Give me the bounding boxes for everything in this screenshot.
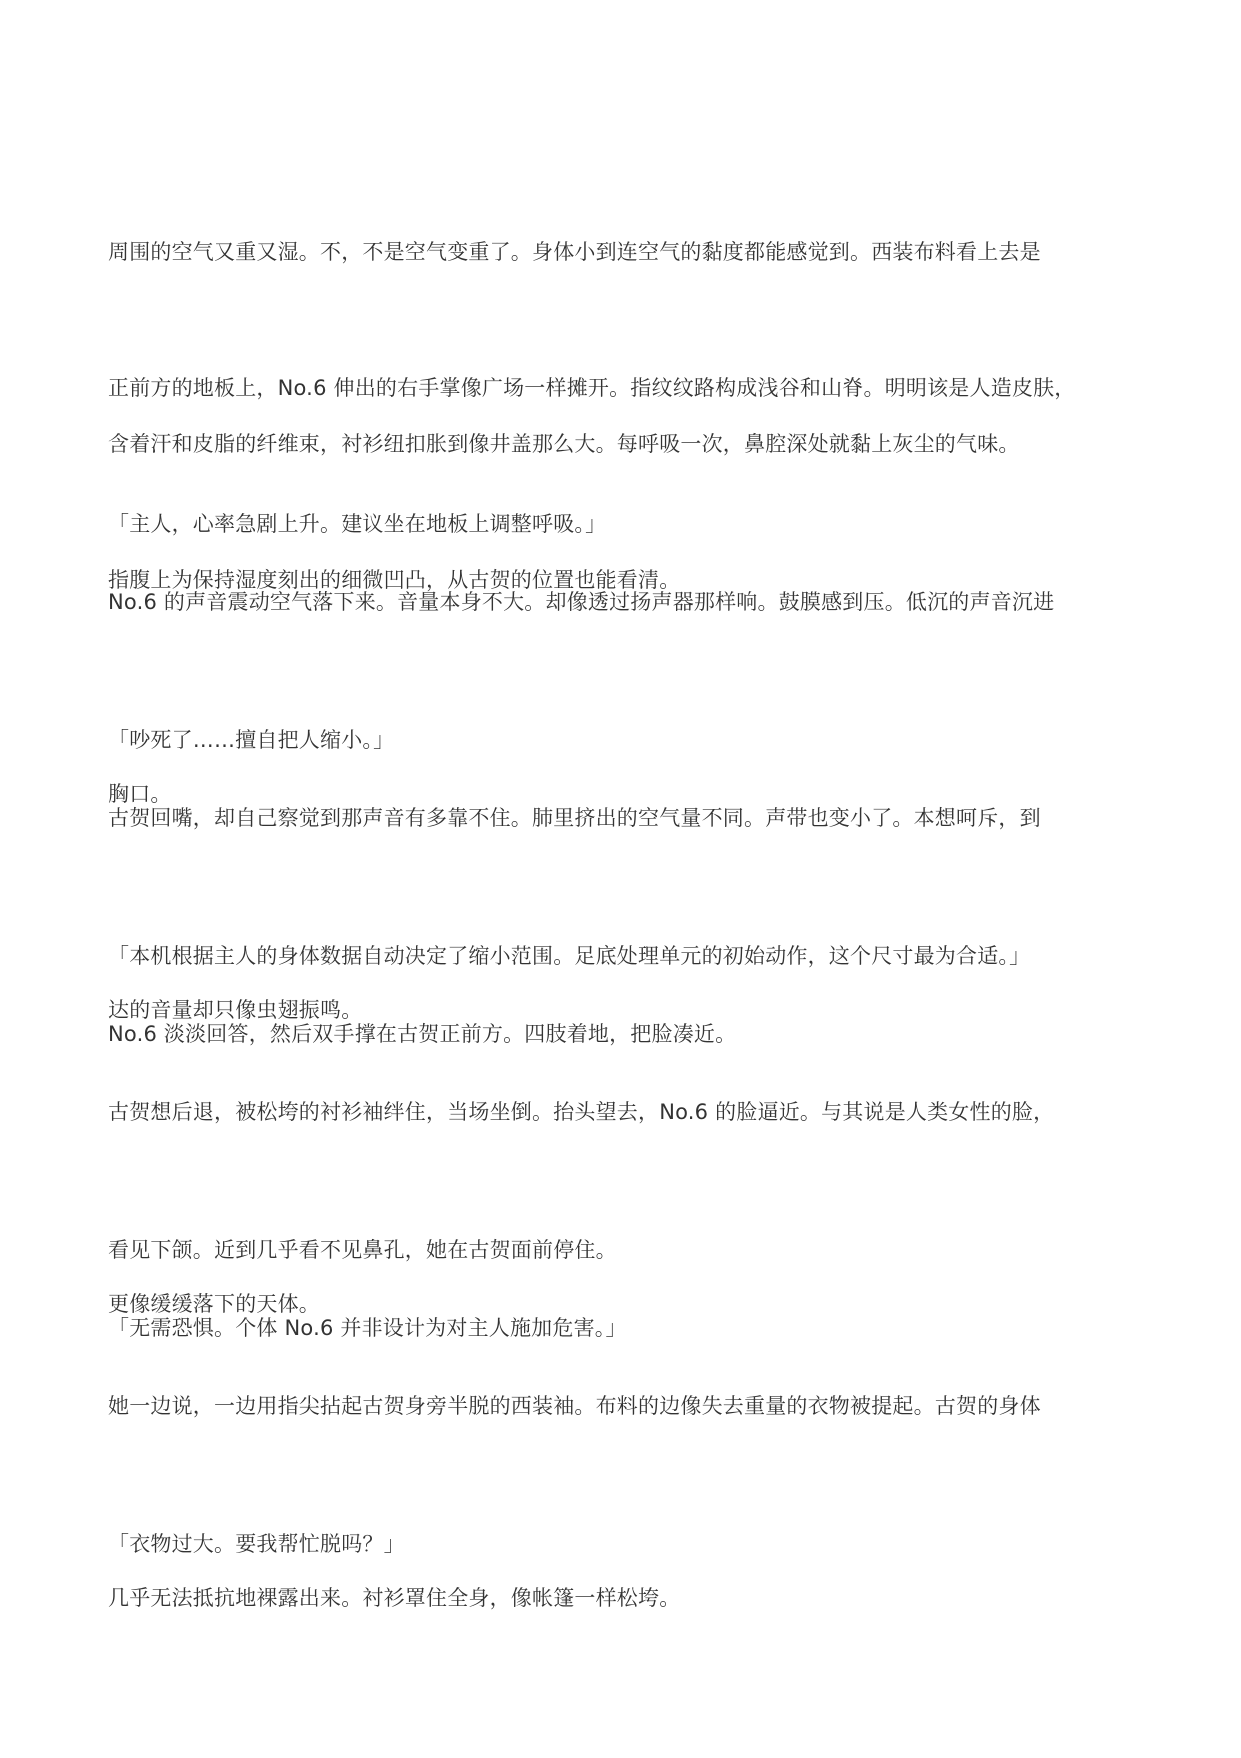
text-line: 古贺想后退，被松垮的衬衫袖绊住，当场坐倒。抬头望去，No.6 的脸逼近。与其说是人类女性的脸， bbox=[108, 1100, 1055, 1124]
text-line: 周围的空气又重又湿。不，不是空气变重了。身体小到连空气的黏度都能感觉到。西装布料看上去是 bbox=[108, 240, 1041, 264]
text-line: 她一边说，一边用指尖拈起古贺身旁半脱的西装袖。布料的边像失去重量的衣物被提起。古贺的身体 bbox=[108, 1394, 1041, 1418]
text-line: 「主人，心率急剧上升。建议坐在地板上调整呼吸。」 bbox=[108, 512, 607, 536]
paragraph bbox=[108, 1384, 1138, 1704]
text-line: 含着汗和皮脂的纤维束，衬衫纽扣胀到像井盖那么大。每呼吸一次，鼻腔深处就黏上灰尘的气味。 bbox=[108, 432, 1020, 456]
text-line: 看见下颌。近到几乎看不见鼻孔，她在古贺面前停住。 bbox=[108, 1238, 617, 1262]
text-line: No.6 的声音震动空气落下来。音量本身不大。却像透过扬声器那样响。鼓膜感到压。低沉的声音沉进 bbox=[108, 590, 1055, 614]
text-line: 更像缓缓落下的天体。 bbox=[108, 1292, 320, 1316]
text-line: 古贺回嘴，却自己察觉到那声音有多靠不住。肺里挤出的空气量不同。声带也变小了。本想呵斥，到 bbox=[108, 806, 1041, 830]
text-line: 达的音量却只像虫翅振鸣。 bbox=[108, 998, 363, 1022]
text-line: 「本机根据主人的身体数据自动决定了缩小范围。足底处理单元的初始动作，这个尺寸最为合适。」 bbox=[108, 944, 1031, 968]
text-line: 「无需恐惧。个体 No.6 并非设计为对主人施加危害。」 bbox=[108, 1316, 627, 1340]
text-line: 几乎无法抵抗地裸露出来。衬衫罩住全身，像帐篷一样松垮。 bbox=[108, 1586, 681, 1610]
text-line: No.6 淡淡回答，然后双手撑在古贺正前方。四肢着地，把脸凑近。 bbox=[108, 1022, 737, 1046]
text-line: 正前方的地板上，No.6 伸出的右手掌像广场一样摊开。指纹纹路构成浅谷和山脊。明明该是人造皮肤， bbox=[108, 376, 1076, 400]
text-line: 指腹上为保持湿度刻出的细微凹凸，从古贺的位置也能看清。 bbox=[108, 568, 681, 592]
text-line: 「吵死了……擅自把人缩小。」 bbox=[108, 728, 395, 752]
text-line: 「衣物过大。要我帮忙脱吗？」 bbox=[108, 1532, 405, 1556]
text-line: 胸口。 bbox=[108, 782, 172, 806]
